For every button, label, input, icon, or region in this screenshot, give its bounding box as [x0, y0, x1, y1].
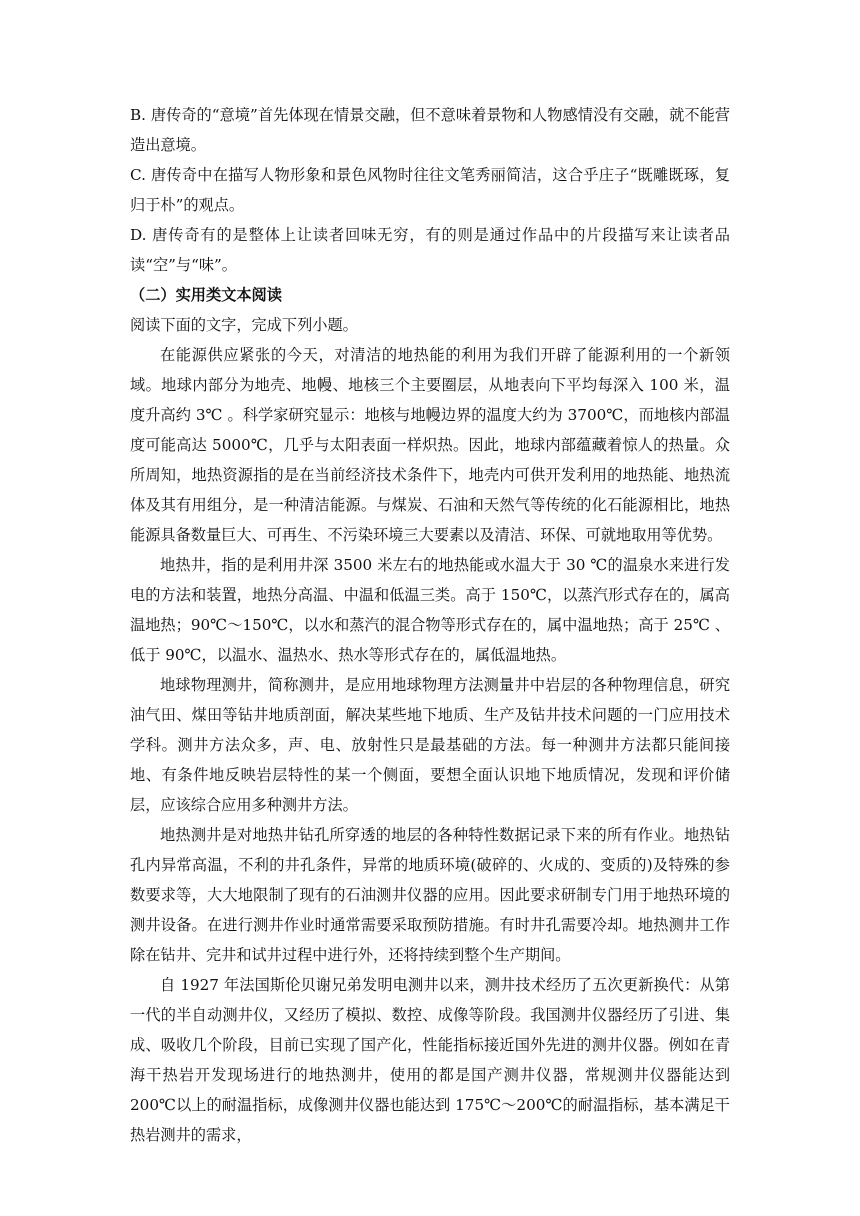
- paragraph-geothermal-logging: 地热测井是对地热井钻孔所穿透的地层的各种特性数据记录下来的所有作业。地热钻孔内异常高温，不利的井孔条件，异常的地质环境(破碎的、火成的、变质的)及特殊的参数要求等，大大地限制了现有的石油测井仪器的应用。因此要求研制专门用于地热环境的测井设备。在进行测井作业时通常需要采取预防措施。有时井孔需要冷却。地热测井工作除在钻井、完井和试井过程中进行外，还将持续到整个生产期间。: [130, 826, 730, 964]
- section-instruction: 阅读下面的文字，完成下列小题。: [130, 316, 358, 334]
- option-c: C. 唐传奇中在描写人物形象和景色风物时往往文笔秀丽简洁，这合乎庄子“既雕既琢，复归于朴”的观点。: [130, 166, 730, 214]
- option-d: D. 唐传奇有的是整体上让读者回味无穷，有的则是通过作品中的片段描写来让读者品读“空”与“味”。: [130, 226, 730, 274]
- paragraph-well-logging: 地球物理测井，简称测井，是应用地球物理方法测量井中岩层的各种物理信息，研究油气田、煤田等钻井地质剖面，解决某些地下地质、生产及钻井技术问题的一门应用技术学科。测井方法众多，声、电、放射性只是最基础的方法。每一种测井方法都只能间接地、有条件地反映岩层特性的某一个侧面，要想全面认识地下地质情况，发现和评价储层，应该综合应用多种测井方法。: [130, 676, 730, 814]
- paragraph-logging-history: 自 1927 年法国斯伦贝谢兄弟发明电测井以来，测井技术经历了五次更新换代：从第一代的半自动测井仪，又经历了模拟、数控、成像等阶段。我国测井仪器经历了引进、集成、吸收几个阶段，目前已实现了国产化，性能指标接近国外先进的测井仪器。例如在青海干热岩开发现场进行的地热测井，使用的都是国产测井仪器，常规测井仪器能达到 200℃以上的耐温指标，成像测井仪器也能达到 175℃～200℃的耐温指标，基本满足干热岩测井的需求，: [130, 976, 730, 1144]
- paragraph-geothermal-energy: 在能源供应紧张的今天，对清洁的地热能的利用为我们开辟了能源利用的一个新领域。地球内部分为地壳、地幔、地核三个主要圈层，从地表向下平均每深入 100 米，温度升高约 3℃ 。科学家研究显示：地核与地幔边界的温度大约为 3700℃，而地核内部温度可能高达 5000℃，几乎与太阳表面一样炽热。因此，地球内部蕴藏着惊人的热量。众所周知，地热资源指的是在当前经济技术条件下，地壳内可供开发利用的地热能、地热流体及其有用组分，是一种清洁能源。与煤炭、石油和天然气等传统的化石能源相比，地热能源具备数量巨大、可再生、不污染环境三大要素以及清洁、环保、可就地取用等优势。: [130, 346, 730, 544]
- page-content: [130, 100, 730, 1150]
- paragraph-geothermal-well: 地热井，指的是利用井深 3500 米左右的地热能或水温大于 30 ℃的温泉水来进行发电的方法和装置，地热分高温、中温和低温三类。高于 150℃，以蒸汽形式存在的，属高温地热；90℃～150℃，以水和蒸汽的混合物等形式存在的，属中温地热；高于 25℃ 、低于 90℃，以温水、温热水、热水等形式存在的，属低温地热。: [130, 556, 730, 664]
- option-b: B. 唐传奇的“意境”首先体现在情景交融，但不意味着景物和人物感情没有交融，就不能营造出意境。: [130, 106, 730, 154]
- section-title: （二）实用类文本阅读: [130, 286, 282, 304]
